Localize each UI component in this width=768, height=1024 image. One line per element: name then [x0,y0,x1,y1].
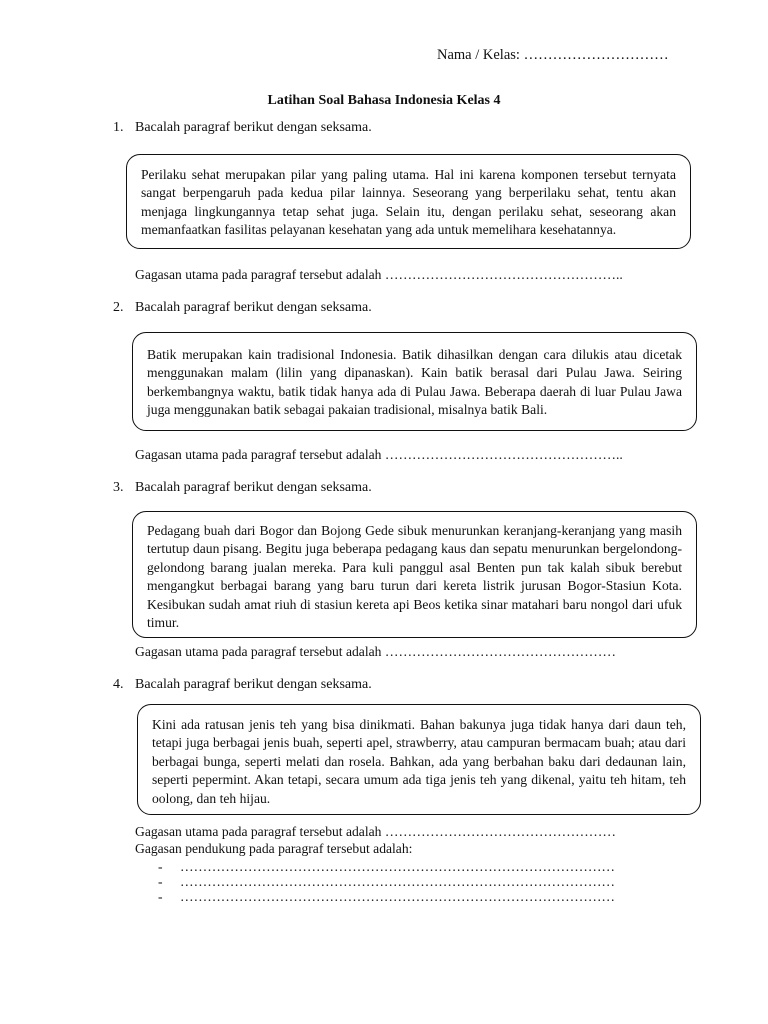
question-instruction: Bacalah paragraf berikut dengan seksama. [135,120,372,135]
question-2-header [113,300,372,316]
paragraph-text: Pedagang buah dari Bogor dan Bojong Gede sibuk menurunkan keranjang-keranjang yang masih tertutup daun pisang. Begitu juga beberapa pedagang kaus dan sepatu menurunkan bergelondong-gelondong barang jualan mereka. Para kuli panggul asal Benten pun tak kalah sibuk berebut mengangkut berbagai barang yang baru turun dari kereta listrik jurusan Bogor-Stasiun Kota. Kesibukan sudah amat riuh di stasiun kereta api Beos ketika sinar matahari baru nongol dari ufuk timur. [147,523,682,631]
gagasan-utama-3[interactable]: Gagasan utama pada paragraf tersebut adalah …………………………………………… [135,644,616,659]
paragraph-text: Kini ada ratusan jenis teh yang bisa dinikmati. Bahan bakunya juga tidak hanya dari daun teh, tetapi juga berbagai jenis buah, seperti apel, strawberry, atau campuran bermacam buah; atau dari berbagai bunga, seperti melati dan rosela. Bahkan, ada yang berbahan baku dari dedaunan lain, seperti pepermint. Akan tetapi, secara umum ada tiga jenis teh yang dikenal, yaitu teh hitam, teh oolong, dan teh hijau. [152,717,686,806]
question-number: 2. [113,300,124,315]
paragraph-box-4 [137,704,701,815]
answer-dots: …………………………………………………………………………………… [180,889,615,904]
gagasan-pendukung-line-1[interactable] [158,859,615,874]
gagasan-utama-4[interactable]: Gagasan utama pada paragraf tersebut adalah …………………………………………… [135,824,616,839]
gagasan-pendukung-line-2[interactable] [158,874,615,889]
question-number: 3. [113,480,124,495]
question-instruction: Bacalah paragraf berikut dengan seksama. [135,300,372,315]
gagasan-pendukung-line-3[interactable] [158,889,615,904]
question-instruction: Bacalah paragraf berikut dengan seksama. [135,480,372,495]
question-4-header [113,677,372,693]
answer-dots: …………………………………………………………………………………… [180,859,615,874]
question-1-header [113,120,372,136]
paragraph-box-3 [132,511,697,638]
gagasan-utama-2[interactable]: Gagasan utama pada paragraf tersebut adalah …………………………………………….. [135,447,623,462]
paragraph-box-2 [132,332,697,431]
paragraph-text: Perilaku sehat merupakan pilar yang paling utama. Hal ini karena komponen tersebut ternyata sangat berpengaruh pada kedua pilar lainnya. Seseorang yang berperilaku sehat, tentu akan menjaga lingkungannya tetap sehat juga. Selain itu, dengan perilaku sehat, seseorang akan memanfaatkan fasilitas pelayanan kesehatan yang ada untuk memelihara kesehatannya. [141,167,676,238]
dash-bullet: - [158,874,163,889]
answer-dots: …………………………………………………………………………………… [180,874,615,889]
paragraph-box-1 [126,154,691,249]
page-title: Latihan Soal Bahasa Indonesia Kelas 4 [267,93,501,108]
paragraph-text: Batik merupakan kain tradisional Indonesia. Batik dihasilkan dengan cara dilukis atau dicetak menggunakan malam (lilin yang dipanaskan). Kain batik berasal dari Pulau Jawa. Seiring berkembangnya waktu, batik tidak hanya ada di Pulau Jawa. Beberapa daerah di luar Pulau Jawa juga menggunakan batik sebagai pakaian tradisional, misalnya batik Bali. [147,347,682,418]
question-number: 1. [113,120,124,135]
dash-bullet: - [158,889,163,904]
gagasan-utama-1[interactable]: Gagasan utama pada paragraf tersebut adalah …………………………………………….. [135,267,623,282]
dash-bullet: - [158,859,163,874]
question-number: 4. [113,677,124,692]
gagasan-pendukung-label: Gagasan pendukung pada paragraf tersebut adalah: [135,841,413,856]
question-instruction: Bacalah paragraf berikut dengan seksama. [135,677,372,692]
nama-kelas-field[interactable]: Nama / Kelas: ………………………… [437,47,669,63]
question-3-header [113,480,372,496]
